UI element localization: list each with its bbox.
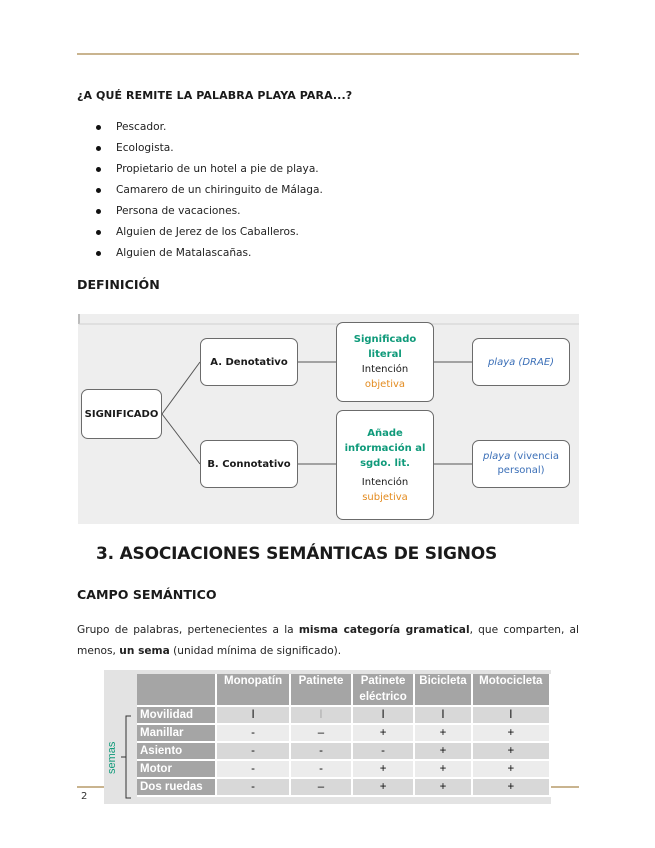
semantic-table [137, 674, 551, 797]
table-row: Motor - - + + + [137, 760, 550, 778]
list-item: Camarero de un chiringuito de Málaga. [96, 180, 576, 201]
page-number: 2 [81, 791, 88, 802]
section3-title: 3. ASOCIACIONES SEMÁNTICAS DE SIGNOS [96, 544, 498, 564]
node-playa-drae: playa (DRAE) [472, 338, 570, 386]
table-row: Asiento - - - + + [137, 742, 550, 760]
semantic-table-image [104, 670, 551, 804]
footer-rule-left [77, 786, 104, 788]
table-row: Movilidad I I I I I [137, 706, 550, 724]
campo-heading: CAMPO SEMÁNTICO [77, 587, 217, 602]
bullet-list [96, 117, 576, 264]
column-header: Bicicleta [414, 674, 471, 706]
node-denotativo: A. Denotativo [200, 338, 298, 386]
footer-rule-right [551, 786, 579, 788]
node-anade-informacion: Añade información al sgdo. lit. Intención subjetiva [336, 410, 434, 520]
list-item: Alguien de Matalascañas. [96, 243, 576, 264]
list-item: Ecologista. [96, 138, 576, 159]
table-row: Dos ruedas - – + + + [137, 778, 550, 796]
list-item: Persona de vacaciones. [96, 201, 576, 222]
table-corner [137, 674, 216, 706]
node-significado-literal: Significado literal Intención objetiva [336, 322, 434, 402]
column-header: Patinete eléctrico [352, 674, 414, 706]
semas-bracket [104, 670, 137, 804]
semas-label: semas [106, 741, 118, 774]
definition-diagram [78, 314, 579, 524]
column-header: Patinete [290, 674, 352, 706]
list-item: Propietario de un hotel a pie de playa. [96, 159, 576, 180]
header-rule [77, 53, 579, 55]
column-header: Monopatín [216, 674, 290, 706]
node-connotativo: B. Connotativo [200, 440, 298, 488]
campo-paragraph: Grupo de palabras, pertenecientes a la misma categoría gramatical, que comparten, al menos, un sema (unidad mínima de significado). [77, 624, 579, 657]
node-significado: SIGNIFICADO [81, 389, 162, 439]
question-heading: ¿A QUÉ REMITE LA PALABRA PLAYA PARA...? [77, 89, 353, 102]
list-item: Pescador. [96, 117, 576, 138]
table-row: Manillar - – + + + [137, 724, 550, 742]
column-header: Motocicleta [472, 674, 550, 706]
definition-heading: DEFINICIÓN [77, 277, 160, 292]
list-item: Alguien de Jerez de los Caballeros. [96, 222, 576, 243]
node-playa-vivencia: playa (vivencia personal) [472, 440, 570, 488]
